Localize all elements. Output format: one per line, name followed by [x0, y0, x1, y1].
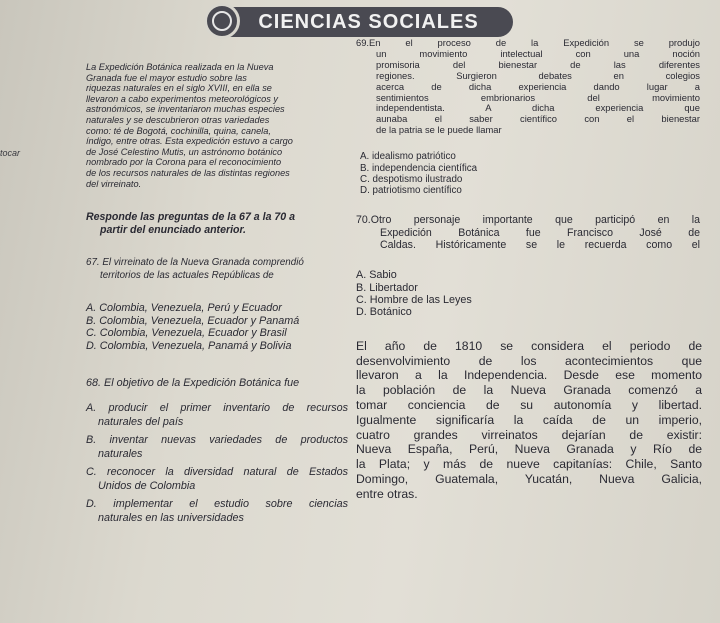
- reading-line: Igualmente significaría la caída de un imperio,: [356, 412, 702, 427]
- question-70: [356, 214, 708, 319]
- answer-option-d[interactable]: D. patriotismo científico: [360, 185, 462, 197]
- intro-line: como: té de Bogotá, cochinilla, quina, canela,: [86, 125, 271, 136]
- instruction: [86, 211, 348, 236]
- intro-line: naturales y se descubrieron otras variedades: [86, 114, 270, 125]
- margin-note: tocar: [0, 148, 21, 158]
- instruction-line: Responde las preguntas de la 67 a la 70 a: [86, 211, 296, 224]
- option-line: D. implementar el estudio sobre ciencias: [86, 498, 348, 511]
- question-line: 69.En el proceso de la Expedición se produjo: [356, 37, 700, 48]
- answer-option-a[interactable]: A. Colombia, Venezuela, Perú y Ecuador: [86, 301, 282, 314]
- question-line: de la patria se le puede llamar: [376, 124, 502, 136]
- intro-line: Granada fue el mayor estudio sobre las: [86, 72, 247, 83]
- option-line: A. producir el primer inventario de recursos: [86, 401, 348, 414]
- question-line: aunaba el saber científico con el bienestar: [376, 113, 700, 125]
- reading-line: entre otras.: [356, 486, 418, 501]
- reading-line: desenvolvimiento de los acontecimientos que: [356, 353, 702, 368]
- left-column: [86, 62, 348, 526]
- question-stem: 67. El virreinato de la Nueva Granada comprendió: [86, 256, 304, 268]
- answer-option-d[interactable]: D. Colombia, Venezuela, Panamá y Bolivia: [86, 339, 292, 352]
- question-stem: 68. El objetivo de la Expedición Botánica fue: [86, 377, 300, 390]
- reading-line: cuatro grandes virreinatos dejarían de existir:: [356, 427, 702, 442]
- title-banner: [206, 7, 513, 37]
- reading-line: la población de la Nueva Granada comenzó a: [356, 383, 702, 398]
- option-line: Unidos de Colombia: [98, 479, 196, 492]
- reading-line: Nueva España, Perú, Nueva Granada y Río de: [356, 442, 702, 457]
- question-line: Expedición Botánica fue Francisco José de: [380, 226, 700, 239]
- reading-passage: [356, 339, 708, 502]
- answer-option-a[interactable]: A. Sabio: [356, 269, 397, 282]
- answer-option-c[interactable]: C. Colombia, Venezuela, Ecuador y Brasil: [86, 327, 287, 340]
- intro-line: del virreinato.: [86, 178, 142, 189]
- answer-option-a[interactable]: A. idealismo patriótico: [360, 151, 456, 163]
- right-column: [356, 38, 708, 502]
- intro-line: llevaron a cabo experimentos meteorológicos y: [86, 93, 279, 104]
- question-line: independentista. A dicha experiencia que: [376, 102, 700, 114]
- intro-line: de José Celestino Mutis, un astrónomo botánico: [86, 146, 283, 157]
- answer-option-c[interactable]: C. Hombre de las Leyes: [356, 293, 472, 306]
- question-stem: territorios de las actuales Repúblicas de: [100, 270, 274, 282]
- question-line: 70.Otro personaje importante que participó en la: [356, 213, 700, 226]
- answer-option-b[interactable]: B. Colombia, Venezuela, Ecuador y Panamá: [86, 314, 300, 327]
- question-67: [86, 256, 348, 352]
- option-line: B. inventar nuevas variedades de productos: [86, 434, 348, 447]
- reading-line: Domingo, Guatemala, Yucatán, Nueva Galicia,: [356, 471, 702, 486]
- instruction-line: partir del enunciado anterior.: [100, 223, 246, 236]
- intro-paragraph: [86, 62, 348, 189]
- answer-option-b[interactable]: [86, 434, 348, 461]
- reading-line: llevaron a la Independencia. Desde ese momento: [356, 368, 702, 383]
- reading-line: El año de 1810 se considera el periodo de: [356, 338, 702, 353]
- answer-option-b[interactable]: B. Libertador: [356, 281, 418, 294]
- question-line: Caldas. Históricamente se le recuerda como el: [380, 239, 700, 252]
- question-line: acerca de dicha experiencia dando lugar a: [376, 80, 700, 92]
- option-line: naturales del país: [98, 415, 184, 428]
- question-68: [86, 377, 348, 525]
- answer-option-d[interactable]: [86, 498, 348, 525]
- intro-line: astronómicos, se inventariaron muchas especies: [86, 104, 285, 115]
- intro-line: La Expedición Botánica realizada en la Nueva: [86, 62, 274, 72]
- answer-option-c[interactable]: [86, 466, 348, 493]
- question-line: un movimiento intelectual con una noción: [376, 47, 700, 59]
- intro-line: de los recursos naturales de las distintas regiones: [86, 167, 290, 178]
- answer-option-a[interactable]: [86, 402, 348, 429]
- page-title: CIENCIAS SOCIALES: [258, 10, 479, 33]
- question-line: sentimientos embrionarios del movimiento: [376, 91, 700, 103]
- reading-line: la Plata; y más de nueve capitanías: Chile, Santo: [356, 457, 702, 472]
- intro-line: nombrado por la Corona para el reconocimiento: [86, 157, 282, 168]
- answer-option-d[interactable]: D. Botánico: [356, 306, 412, 319]
- answer-option-b[interactable]: B. independencia científica: [360, 162, 478, 174]
- badge-icon: [204, 3, 240, 39]
- answer-option-c[interactable]: C. despotismo ilustrado: [360, 173, 463, 185]
- question-line: regiones. Surgieron debates en colegios: [376, 69, 700, 81]
- intro-line: índigo, entre otras. Esta expedición estuvo a cargo: [86, 136, 293, 147]
- intro-line: riquezas naturales en el siglo XVIII, en ella se: [86, 83, 272, 94]
- option-line: naturales en las universidades: [98, 512, 244, 525]
- question-line: promisoria del bienestar de las diferentes: [376, 58, 700, 70]
- question-69: [356, 38, 708, 197]
- reading-line: tomar conciencia de su autonomía y libertad.: [356, 397, 702, 412]
- option-line: C. reconocer la diversidad natural de Estados: [86, 466, 348, 479]
- option-line: naturales: [98, 447, 143, 460]
